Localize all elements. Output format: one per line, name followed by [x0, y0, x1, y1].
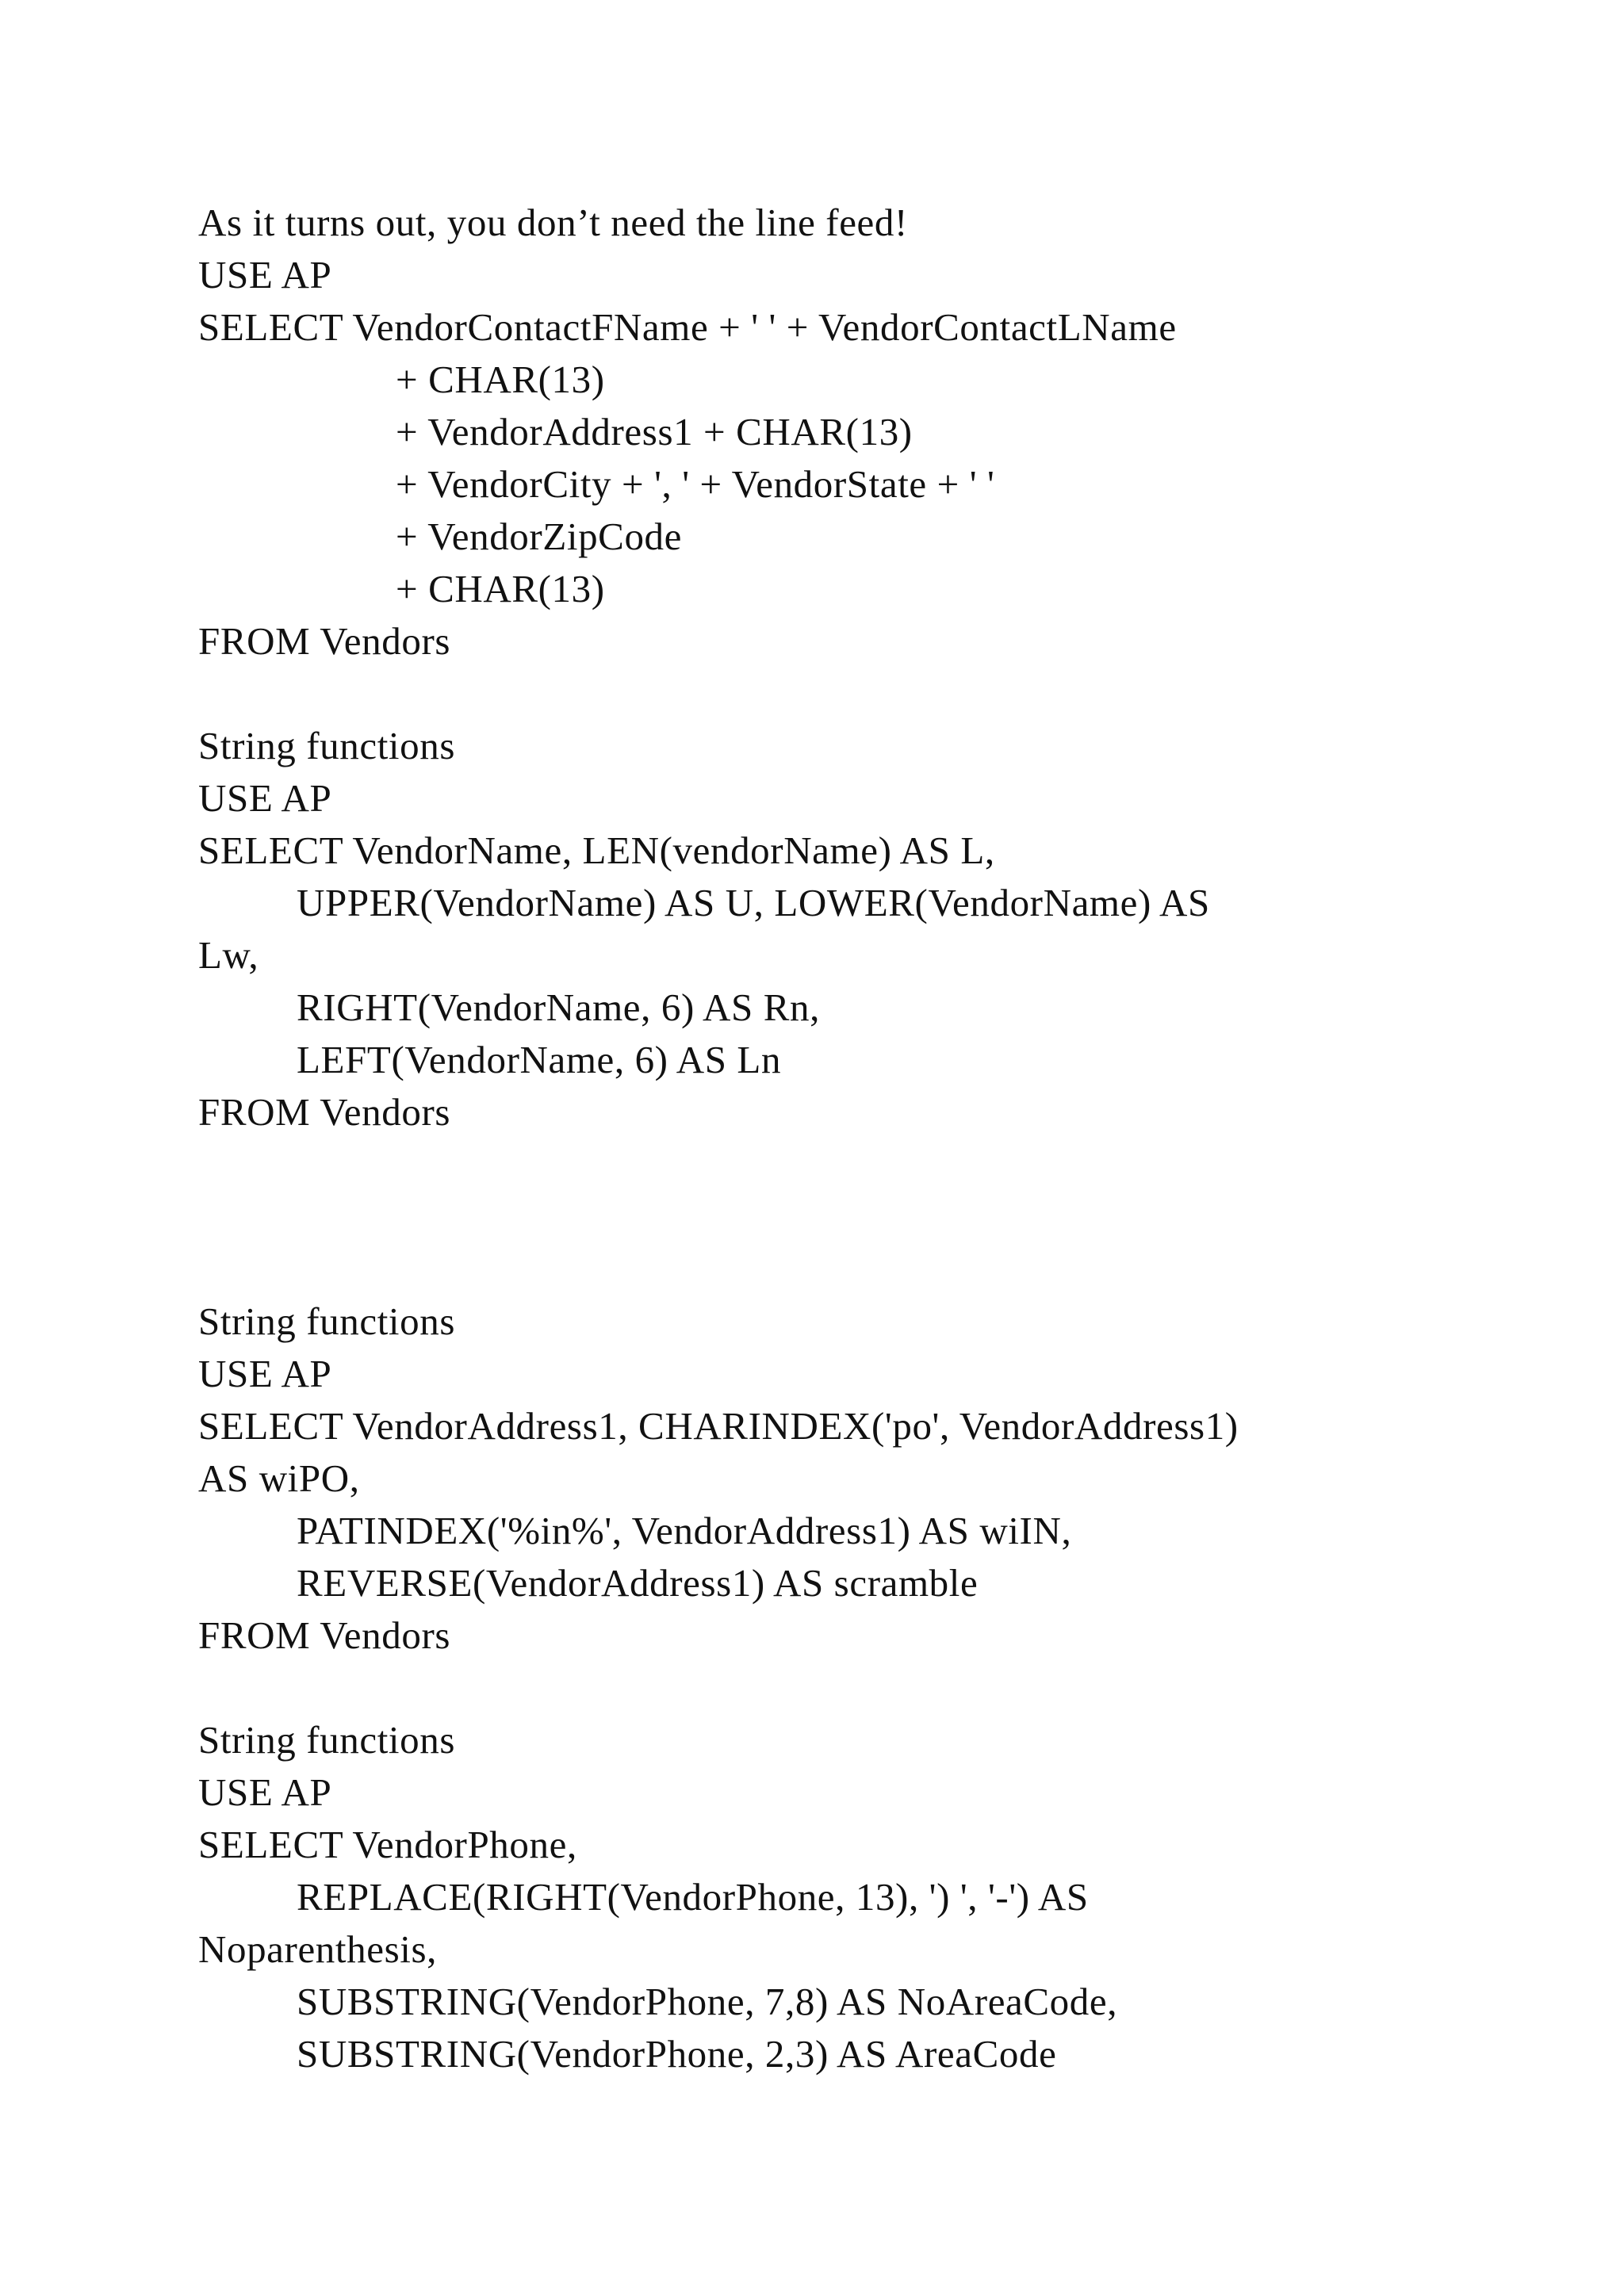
- code-line: + VendorAddress1 + CHAR(13): [396, 410, 913, 453]
- code-line: LEFT(VendorName, 6) AS Ln: [297, 1038, 782, 1081]
- code-line: + VendorZipCode: [396, 515, 682, 558]
- code-line: REVERSE(VendorAddress1) AS scramble: [297, 1561, 979, 1605]
- code-line: REPLACE(RIGHT(VendorPhone, 13), ') ', '-') AS: [297, 1875, 1089, 1919]
- code-line: USE AP: [198, 776, 332, 820]
- code-line: SELECT VendorAddress1, CHARINDEX('po', VendorAddress1): [198, 1404, 1239, 1448]
- section-heading: String functions: [198, 1718, 456, 1762]
- code-line: USE AP: [198, 1770, 332, 1814]
- section-heading: String functions: [198, 1299, 456, 1343]
- code-line: + CHAR(13): [396, 358, 605, 401]
- code-line: RIGHT(VendorName, 6) AS Rn,: [297, 985, 820, 1029]
- spacer: [198, 1662, 1546, 1714]
- code-line: SUBSTRING(VendorPhone, 7,8) AS NoAreaCode,: [297, 1980, 1118, 2023]
- code-line: FROM Vendors: [198, 1090, 451, 1134]
- code-line: SUBSTRING(VendorPhone, 2,3) AS AreaCode: [297, 2032, 1057, 2076]
- code-line: USE AP: [198, 1352, 332, 1395]
- code-line: UPPER(VendorName) AS U, LOWER(VendorName) AS: [297, 881, 1210, 924]
- intro-text: As it turns out, you don’t need the line feed!: [198, 201, 908, 244]
- code-line: FROM Vendors: [198, 1613, 451, 1657]
- spacer: [198, 1243, 1546, 1295]
- code-line: FROM Vendors: [198, 619, 451, 663]
- code-line: SELECT VendorName, LEN(vendorName) AS L,: [198, 828, 995, 872]
- code-line: PATINDEX('%in%', VendorAddress1) AS wiIN,: [297, 1509, 1072, 1552]
- spacer: [198, 1138, 1546, 1191]
- code-line: USE AP: [198, 253, 332, 297]
- code-line: + CHAR(13): [396, 567, 605, 610]
- code-line: + VendorCity + ', ' + VendorState + ' ': [396, 462, 995, 506]
- code-line: Noparenthesis,: [198, 1927, 437, 1971]
- spacer: [198, 1191, 1546, 1243]
- spacer: [198, 668, 1546, 720]
- section-heading: String functions: [198, 724, 456, 767]
- code-line: AS wiPO,: [198, 1456, 360, 1500]
- code-line: Lw,: [198, 933, 259, 977]
- code-line: SELECT VendorContactFName + ' ' + VendorContactLName: [198, 305, 1177, 349]
- document-body: [198, 197, 1546, 2080]
- code-line: SELECT VendorPhone,: [198, 1823, 577, 1866]
